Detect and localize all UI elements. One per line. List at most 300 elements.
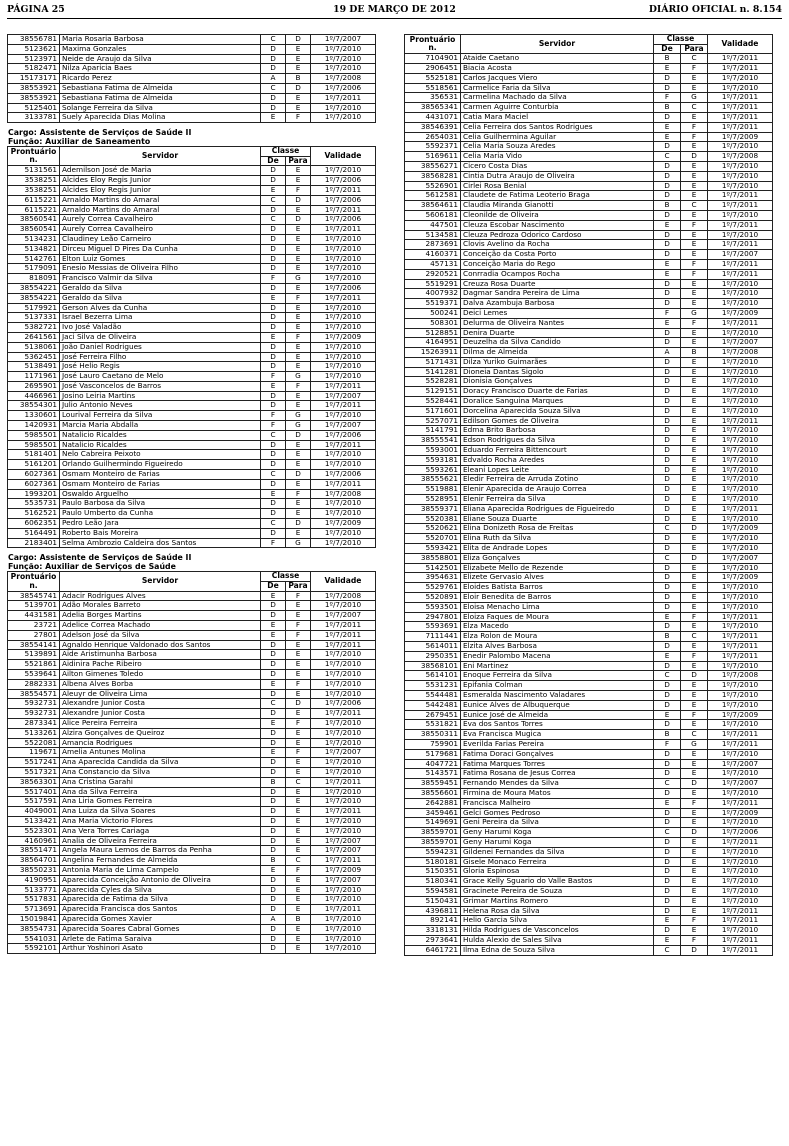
cell-prontuario: 5592371 [405, 142, 461, 152]
cell-servidor: Josino Leiria Martins [60, 391, 261, 401]
table-row [405, 642, 773, 652]
cell-de: D [261, 244, 286, 254]
cell-para: E [681, 250, 708, 260]
cell-prontuario: 5180181 [405, 857, 461, 867]
cell-para: F [681, 259, 708, 269]
cell-servidor: Nilza Aparicia Baes [60, 64, 261, 74]
table-row [8, 767, 376, 777]
cell-validade: 1º/7/2010 [311, 885, 376, 895]
cell-de: D [654, 622, 681, 632]
cell-de: A [261, 74, 286, 84]
cell-servidor: Eloisa Menacho Lima [461, 602, 654, 612]
cell-validade: 1º/7/2010 [708, 788, 773, 798]
cell-para: E [286, 660, 311, 670]
funcao-title: Função: Auxiliar de Serviços de Saúde [8, 562, 176, 572]
cell-validade: 1º/7/2007 [311, 748, 376, 758]
cell-validade: 1º/7/2010 [311, 254, 376, 264]
cell-de: D [654, 602, 681, 612]
cell-validade: 1º/7/2010 [708, 426, 773, 436]
cell-validade: 1º/7/2010 [311, 303, 376, 313]
cell-prontuario: 15263911 [405, 348, 461, 358]
cell-de: E [654, 798, 681, 808]
cell-servidor: Helio Garcia Silva [461, 916, 654, 926]
cell-validade: 1º/7/2011 [311, 630, 376, 640]
table-row [405, 935, 773, 945]
cell-para: D [286, 35, 311, 45]
cell-validade: 1º/7/2010 [311, 895, 376, 905]
cell-de: D [261, 440, 286, 450]
table-row [405, 798, 773, 808]
cell-validade: 1º/7/2010 [311, 528, 376, 538]
table-row [405, 93, 773, 103]
header-validade: Validade [311, 147, 376, 166]
cell-servidor: Alice Pereira Ferreira [60, 718, 261, 728]
cell-prontuario: 5520891 [405, 593, 461, 603]
cell-prontuario: 119671 [8, 748, 60, 758]
cell-prontuario: 38554221 [8, 283, 60, 293]
cell-de: D [261, 64, 286, 74]
cell-servidor: Geraldo da Silva [60, 293, 261, 303]
table-auxiliar-servicos-saude [7, 571, 376, 954]
cell-para: E [286, 352, 311, 362]
cell-de: D [654, 690, 681, 700]
cell-para: G [286, 538, 311, 548]
cell-de: D [654, 788, 681, 798]
cell-de: D [261, 93, 286, 103]
cell-prontuario: 4160371 [405, 250, 461, 260]
cell-para: F [681, 916, 708, 926]
cell-para: E [681, 485, 708, 495]
cell-para: E [286, 54, 311, 64]
cell-servidor: Grimar Martins Romero [461, 896, 654, 906]
cell-servidor: Adelice Correa Machado [60, 621, 261, 631]
cell-servidor: Ana Vera Torres Cariaga [60, 826, 261, 836]
cell-de: D [654, 465, 681, 475]
cell-de: E [261, 865, 286, 875]
cell-prontuario: 38554141 [8, 640, 60, 650]
table-row [405, 112, 773, 122]
cell-de: D [261, 758, 286, 768]
cell-prontuario: 5517831 [8, 895, 60, 905]
cell-servidor: Gildenei Fernandes da Silva [461, 847, 654, 857]
cell-de: D [261, 885, 286, 895]
table-row [8, 699, 376, 709]
cell-para: E [681, 377, 708, 387]
table-row [8, 630, 376, 640]
cell-validade: 1º/7/2007 [708, 338, 773, 348]
cell-validade: 1º/7/2010 [311, 934, 376, 944]
table-row [405, 779, 773, 789]
cell-de: D [654, 475, 681, 485]
cell-de: A [261, 914, 286, 924]
table-row [8, 44, 376, 54]
cell-de: F [261, 372, 286, 382]
cell-de: D [261, 944, 286, 954]
cell-de: C [654, 945, 681, 955]
cell-prontuario: 4466961 [8, 391, 60, 401]
table-row [8, 411, 376, 421]
cell-servidor: Elza Rolon de Moura [461, 632, 654, 642]
cell-prontuario: 5139891 [8, 650, 60, 660]
table-row [405, 867, 773, 877]
cell-validade: 1º/7/2008 [311, 74, 376, 84]
cell-de: B [654, 730, 681, 740]
cell-de: D [261, 362, 286, 372]
cell-para: E [681, 661, 708, 671]
cell-validade: 1º/7/2011 [708, 112, 773, 122]
cell-para: E [286, 499, 311, 509]
header-row [8, 572, 376, 582]
cell-prontuario: 4190951 [8, 875, 60, 885]
cell-prontuario: 5519371 [405, 299, 461, 309]
cell-para: F [681, 269, 708, 279]
cell-validade: 1º/7/2011 [708, 220, 773, 230]
cell-para: E [286, 767, 311, 777]
cell-validade: 1º/7/2006 [311, 215, 376, 225]
cell-servidor: Ricardo Perez [60, 74, 261, 84]
cell-de: D [261, 601, 286, 611]
table-row [8, 519, 376, 529]
cell-para: E [286, 313, 311, 323]
cell-servidor: Aurely Correa Cavalheiro [60, 225, 261, 235]
cell-servidor: Adelia Borges Martins [60, 611, 261, 621]
table-row [405, 916, 773, 926]
header-validade: Validade [311, 572, 376, 591]
cell-de: D [261, 640, 286, 650]
table-row [405, 250, 773, 260]
cell-validade: 1º/7/2011 [311, 777, 376, 787]
cell-para: E [286, 875, 311, 885]
cell-prontuario: 5528281 [405, 377, 461, 387]
table-row [405, 593, 773, 603]
cell-validade: 1º/7/2010 [311, 660, 376, 670]
cell-prontuario: 5137331 [8, 313, 60, 323]
cell-prontuario: 5181401 [8, 450, 60, 460]
cell-servidor: Doracy Francisco Duarte de Farias [461, 387, 654, 397]
cell-de: A [654, 348, 681, 358]
cell-validade: 1º/7/2010 [311, 914, 376, 924]
cell-de: C [654, 828, 681, 838]
table-row [8, 826, 376, 836]
cell-prontuario: 15019841 [8, 914, 60, 924]
cell-prontuario: 38559371 [405, 504, 461, 514]
table-row [8, 797, 376, 807]
cell-de: D [261, 728, 286, 738]
cell-servidor: Aide Aristimunha Barbosa [60, 650, 261, 660]
cell-para: E [681, 338, 708, 348]
cell-validade: 1º/7/2007 [311, 611, 376, 621]
table-row [405, 847, 773, 857]
cell-de: D [654, 563, 681, 573]
cell-validade: 1º/7/2011 [311, 225, 376, 235]
cell-servidor: Everilda Farias Pereira [461, 739, 654, 749]
cell-validade: 1º/7/2010 [708, 171, 773, 181]
cell-prontuario: 5523301 [8, 826, 60, 836]
cell-servidor: Ana Cristina Garahi [60, 777, 261, 787]
cell-de: D [261, 826, 286, 836]
cell-para: F [681, 935, 708, 945]
table-row [8, 323, 376, 333]
cell-servidor: José Ferreira Filho [60, 352, 261, 362]
cell-de: D [261, 905, 286, 915]
cell-validade: 1º/7/2010 [311, 601, 376, 611]
table-row [405, 387, 773, 397]
cell-prontuario: 5614011 [405, 642, 461, 652]
cell-para: E [681, 504, 708, 514]
table-row [8, 895, 376, 905]
cell-de: D [261, 342, 286, 352]
cell-prontuario: 38559701 [405, 828, 461, 838]
cell-servidor: Gisele Monaco Ferreira [461, 857, 654, 867]
cell-de: D [654, 171, 681, 181]
cell-validade: 1º/7/2006 [311, 699, 376, 709]
table-row [8, 74, 376, 84]
header-prontuario: Prontuário n. [405, 35, 461, 54]
cell-servidor: Eliana Aparecida Rodrigues de Figueiredo [461, 504, 654, 514]
cell-para: F [286, 332, 311, 342]
cell-validade: 1º/7/2008 [708, 152, 773, 162]
table-row [405, 289, 773, 299]
cell-servidor: Sebastiana Fatima de Almeida [60, 93, 261, 103]
cell-validade: 1º/7/2010 [311, 166, 376, 176]
cell-validade: 1º/7/2011 [708, 945, 773, 955]
cell-prontuario: 5528951 [405, 495, 461, 505]
cell-validade: 1º/7/2011 [311, 621, 376, 631]
cell-para: E [681, 759, 708, 769]
cell-servidor: Deuzelha da Silva Candido [461, 338, 654, 348]
cell-para: E [681, 690, 708, 700]
cell-validade: 1º/7/2010 [708, 534, 773, 544]
cell-para: E [681, 289, 708, 299]
cell-validade: 1º/7/2010 [708, 720, 773, 730]
cell-servidor: Cintia Dutra Araujo de Oliveira [461, 171, 654, 181]
cell-prontuario: 5593261 [405, 465, 461, 475]
cell-validade: 1º/7/2010 [708, 328, 773, 338]
cell-prontuario: 5522081 [8, 738, 60, 748]
cell-servidor: Eunice José de Almeida [461, 710, 654, 720]
cell-prontuario: 3459461 [405, 808, 461, 818]
cell-de: D [654, 877, 681, 887]
cell-prontuario: 38559451 [405, 779, 461, 789]
table-row [8, 460, 376, 470]
table-row [405, 828, 773, 838]
cell-servidor: Cirlei Rosa Benial [461, 181, 654, 191]
cell-validade: 1º/7/2011 [311, 640, 376, 650]
cell-servidor: Solange Ferreira da Silva [60, 103, 261, 113]
cell-servidor: Alexandre Junior Costa [60, 699, 261, 709]
cell-de: D [261, 352, 286, 362]
table-row [8, 670, 376, 680]
cell-validade: 1º/7/2011 [708, 54, 773, 64]
cell-para: E [286, 640, 311, 650]
cell-prontuario: 3954631 [405, 573, 461, 583]
cell-prontuario: 4160961 [8, 836, 60, 846]
cell-para: E [681, 142, 708, 152]
cell-servidor: Nelo Cabreira Peixoto [60, 450, 261, 460]
cell-prontuario: 3318131 [405, 926, 461, 936]
table-row [405, 367, 773, 377]
cell-prontuario: 5592101 [8, 944, 60, 954]
cell-validade: 1º/7/2011 [311, 440, 376, 450]
cell-para: E [681, 436, 708, 446]
cell-validade: 1º/7/2010 [708, 230, 773, 240]
cell-servidor: Eni Martinez [461, 661, 654, 671]
cell-servidor: Elenir Aparecida de Araujo Correa [461, 485, 654, 495]
cell-para: E [286, 401, 311, 411]
cell-prontuario: 5517401 [8, 787, 60, 797]
cell-de: D [261, 670, 286, 680]
cell-para: E [681, 818, 708, 828]
cell-para: E [681, 544, 708, 554]
table-row [405, 759, 773, 769]
cell-para: E [681, 455, 708, 465]
table-row [8, 709, 376, 719]
cell-prontuario: 759901 [405, 739, 461, 749]
cell-prontuario: 5593691 [405, 622, 461, 632]
cell-validade: 1º/7/2010 [311, 787, 376, 797]
cell-prontuario: 818091 [8, 274, 60, 284]
cell-para: E [286, 303, 311, 313]
cell-servidor: Gelci Gomes Pedroso [461, 808, 654, 818]
cell-validade: 1º/7/2011 [311, 905, 376, 915]
table-row [8, 499, 376, 509]
cell-validade: 1º/7/2008 [708, 348, 773, 358]
cell-de: C [654, 152, 681, 162]
cell-de: D [654, 387, 681, 397]
cell-validade: 1º/7/2010 [708, 886, 773, 896]
cell-para: E [681, 112, 708, 122]
header-de: De [261, 156, 286, 166]
cell-servidor: Ana Maria Victorio Flores [60, 816, 261, 826]
cell-validade: 1º/7/2010 [708, 406, 773, 416]
cell-para: E [681, 837, 708, 847]
right-column [404, 34, 772, 956]
cell-para: F [681, 318, 708, 328]
table-row [8, 103, 376, 113]
cell-de: B [654, 103, 681, 113]
header-classe: Classe [261, 572, 311, 582]
cell-para: E [286, 709, 311, 719]
cell-de: C [261, 215, 286, 225]
cell-prontuario: 6062351 [8, 519, 60, 529]
cell-de: E [261, 591, 286, 601]
cell-para: F [681, 132, 708, 142]
header-de: De [261, 582, 286, 592]
cell-validade: 1º/7/2011 [708, 318, 773, 328]
cell-validade: 1º/7/2011 [708, 906, 773, 916]
table-row [8, 450, 376, 460]
table-row [405, 83, 773, 93]
cell-prontuario: 508301 [405, 318, 461, 328]
cell-validade: 1º/7/2011 [708, 837, 773, 847]
cell-servidor: Ana Luiza da Silva Soares [60, 807, 261, 817]
cell-de: E [654, 122, 681, 132]
cell-para: E [286, 797, 311, 807]
cell-para: E [286, 264, 311, 274]
cell-validade: 1º/7/2010 [708, 867, 773, 877]
cell-para: C [681, 54, 708, 64]
cell-prontuario: 38563301 [8, 777, 60, 787]
cell-servidor: Alcides Eloy Regis Junior [60, 185, 261, 195]
cell-para: E [286, 283, 311, 293]
cell-validade: 1º/7/2007 [708, 779, 773, 789]
cell-servidor: Dilma de Almeida [461, 348, 654, 358]
table-row [8, 807, 376, 817]
cell-para: E [286, 944, 311, 954]
cell-para: D [286, 195, 311, 205]
table-row [405, 877, 773, 887]
cell-validade: 1º/7/2010 [708, 847, 773, 857]
table-row [8, 234, 376, 244]
cell-validade: 1º/7/2009 [708, 808, 773, 818]
cell-prontuario: 38558801 [405, 553, 461, 563]
page-header [7, 3, 782, 16]
cell-validade: 1º/7/2010 [708, 769, 773, 779]
table-row [8, 391, 376, 401]
cargo-title: Cargo: Assistente de Serviços de Saúde II [8, 128, 192, 138]
cell-prontuario: 5520701 [405, 534, 461, 544]
cell-servidor: Elina Ruth da Silva [461, 534, 654, 544]
cell-servidor: Cleonilde de Oliveira [461, 210, 654, 220]
cell-para: E [286, 689, 311, 699]
cell-prontuario: 1993201 [8, 489, 60, 499]
cell-servidor: Carlos Jacques Viero [461, 73, 654, 83]
cell-prontuario: 2873341 [8, 718, 60, 728]
cell-para: E [286, 816, 311, 826]
cell-prontuario: 2679451 [405, 710, 461, 720]
cell-prontuario: 5932731 [8, 699, 60, 709]
cell-validade: 1º/7/2011 [311, 381, 376, 391]
cell-para: F [681, 710, 708, 720]
cell-servidor: Carmelina Machado da Silva [461, 93, 654, 103]
cell-prontuario: 1171961 [8, 372, 60, 382]
cell-validade: 1º/7/2010 [708, 436, 773, 446]
cell-validade: 1º/7/2010 [311, 274, 376, 284]
cell-para: E [681, 769, 708, 779]
table-row [405, 132, 773, 142]
table-row [8, 283, 376, 293]
table-row [405, 534, 773, 544]
table-row [8, 856, 376, 866]
cell-validade: 1º/7/2011 [708, 916, 773, 926]
cell-de: D [261, 709, 286, 719]
cell-prontuario: 5525181 [405, 73, 461, 83]
cell-para: E [286, 787, 311, 797]
cell-para: E [681, 73, 708, 83]
cell-para: E [681, 896, 708, 906]
cell-para: F [286, 489, 311, 499]
table-row [8, 479, 376, 489]
cell-servidor: Maxima Gonzales [60, 44, 261, 54]
cell-de: D [654, 240, 681, 250]
cell-prontuario: 5593421 [405, 544, 461, 554]
cell-validade: 1º/7/2011 [311, 93, 376, 103]
cell-de: D [654, 406, 681, 416]
cell-para: E [286, 826, 311, 836]
table-row [405, 720, 773, 730]
table-row [405, 837, 773, 847]
cell-de: F [654, 93, 681, 103]
cell-servidor: Edma Brito Barbosa [461, 426, 654, 436]
table-row [405, 103, 773, 113]
cell-para: E [286, 895, 311, 905]
table-continued [7, 34, 376, 123]
cell-para: E [286, 93, 311, 103]
table-row [8, 274, 376, 284]
cell-servidor: Aparecida Conceição Antonio de Oliveira [60, 875, 261, 885]
cell-validade: 1º/7/2007 [708, 759, 773, 769]
cell-de: C [261, 470, 286, 480]
